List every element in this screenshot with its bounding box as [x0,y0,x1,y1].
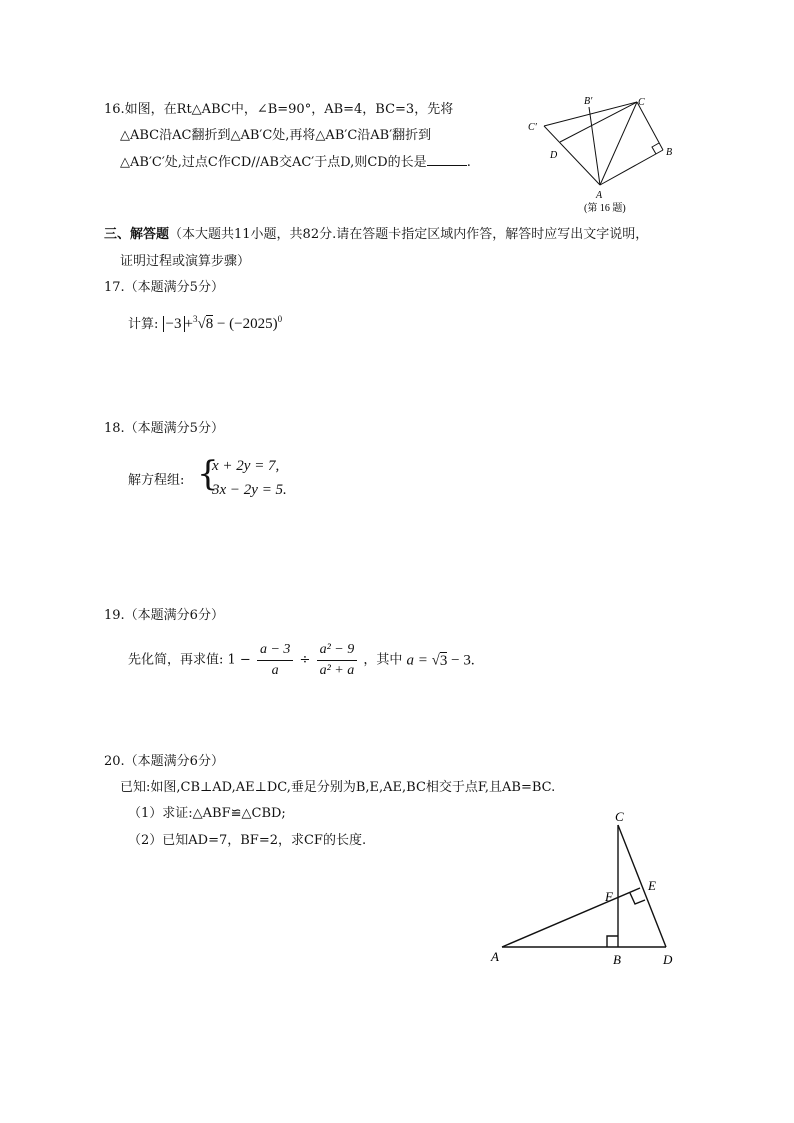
q20-given: 已知:如图,CB⊥AD,AE⊥DC,垂足分别为B,E,AE,BC相交于点F,且AB=BC. [120,780,556,795]
plus-sign: + [184,316,193,332]
q16-line3-end: . [466,155,471,170]
fraction2-denominator: a² + a [319,663,355,678]
label-a: A [596,190,603,201]
a-equals: a = [406,652,432,669]
edge-a-b-prime [589,107,600,185]
figure-caption: (第 16 题) [584,203,626,214]
radical-sign: √ [197,316,206,332]
label-a: A [491,949,499,964]
label-c: C [615,809,624,824]
q19-header: 19.（本题满分6分） [104,608,224,623]
q17-body [128,310,282,334]
q19-fraction1 [257,641,293,680]
section3-heading [104,226,648,244]
label-f: F [605,889,613,904]
q16-line1: 16.如图，在Rt△ABC中，∠B=90°，AB=4，BC=3，先将 [104,102,454,117]
q20-header: 20.（本题满分6分） [104,754,224,769]
label-b-prime: B′ [584,96,593,107]
q16-figure [520,92,680,217]
edge-b-a [600,150,663,185]
sqrt-sign: √ [431,652,440,669]
q20-part1: （1）求证:△ABF≌△CBD; [128,806,286,821]
q16-line2: △ABC沿AC翻折到△AB′C处,再将△AB′C沿AB′翻折到 [120,128,432,143]
q18-eq2: 3x − 2y = 5. [212,482,287,498]
label-b: B [613,952,621,967]
paren-term: (−2025) [229,316,278,332]
q19-where: ，其中 [363,652,403,668]
segment-ae [502,888,640,947]
system-brace: { [197,454,219,494]
q20-figure [485,808,695,973]
exponent: 0 [277,314,283,324]
q18-eq1: x + 2y = 7, [212,458,280,474]
label-c: C [638,97,645,108]
right-angle-mark-e [630,893,645,904]
section3-line2: 证明过程或演算步骤） [120,254,251,269]
label-b: B [666,147,673,158]
answer-blank [427,153,467,166]
fraction1-denominator: a [271,663,279,678]
q17-prompt: 计算: [128,317,159,332]
radicand: 8 [205,316,214,332]
sqrt-value: 3 [439,652,448,669]
segment-cd [618,825,666,947]
edge-c-b [637,102,663,150]
q16-line3-text: △AB′C′处,过点C作CD//AB交AC′于点D,则CD的长是 [120,155,427,170]
q18-prompt: 解方程组: [128,473,185,488]
q19-value [407,652,475,669]
q19-body [128,641,475,680]
q18-header: 18.（本题满分5分） [104,421,224,436]
section3-title: 三、解答题 [104,227,170,242]
label-d: D [550,150,558,161]
division-sign: ÷ [299,652,311,668]
q16-line3 [120,153,471,172]
label-d: D [663,952,673,967]
fraction2-numerator: a² − 9 [317,641,358,661]
abs-value: −3 [163,316,185,332]
q19-prompt: 先化简，再求值: 1 − [128,652,251,668]
root-index: 3 [192,314,198,324]
q20-part2: （2）已知AD=7，BF=2，求CF的长度. [128,833,367,848]
edge-c-d [560,102,637,142]
section3-instructions: （本大题共11小题，共82分.请在答题卡指定区域内作答，解答时应写出文字说明， [169,227,649,242]
edge-a-c [600,102,637,185]
fraction1-numerator: a − 3 [257,641,293,661]
right-angle-mark-b [607,936,618,947]
q19-tail: − 3. [447,652,475,669]
label-e: E [648,878,656,893]
q17-header: 17.（本题满分5分） [104,280,224,295]
q19-fraction2 [317,641,358,680]
label-c-prime: C′ [528,122,537,133]
q17-expression [163,316,283,332]
minus-sign: − [216,316,226,332]
